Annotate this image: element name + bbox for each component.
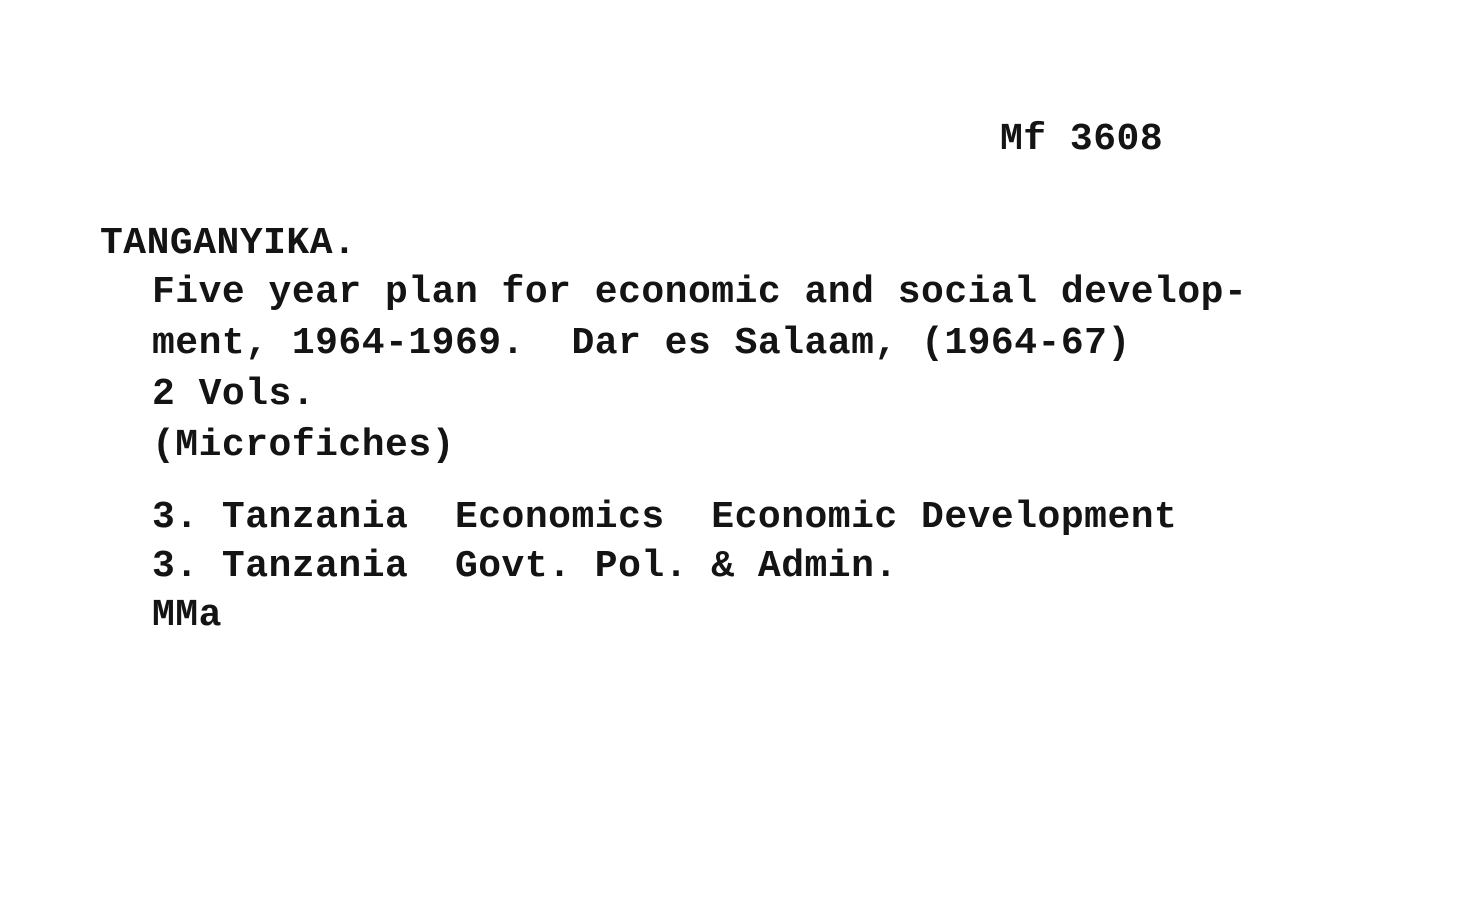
title-line-2: ment, 1964-1969. Dar es Salaam, (1964-67) (152, 322, 1131, 365)
subject-entry: 3. Tanzania Govt. Pol. & Admin. (152, 545, 898, 588)
cataloger-initials: MMa (152, 594, 222, 637)
subject-entry: 3. Tanzania Economics Economic Development (152, 496, 1178, 539)
format-note: (Microfiches) (152, 424, 455, 467)
main-heading: TANGANYIKA. (100, 222, 357, 265)
physical-extent: 2 Vols. (152, 373, 316, 416)
call-number: Mf 3608 (1000, 118, 1164, 161)
title-line-1: Five year plan for economic and social develop- (152, 271, 1248, 314)
